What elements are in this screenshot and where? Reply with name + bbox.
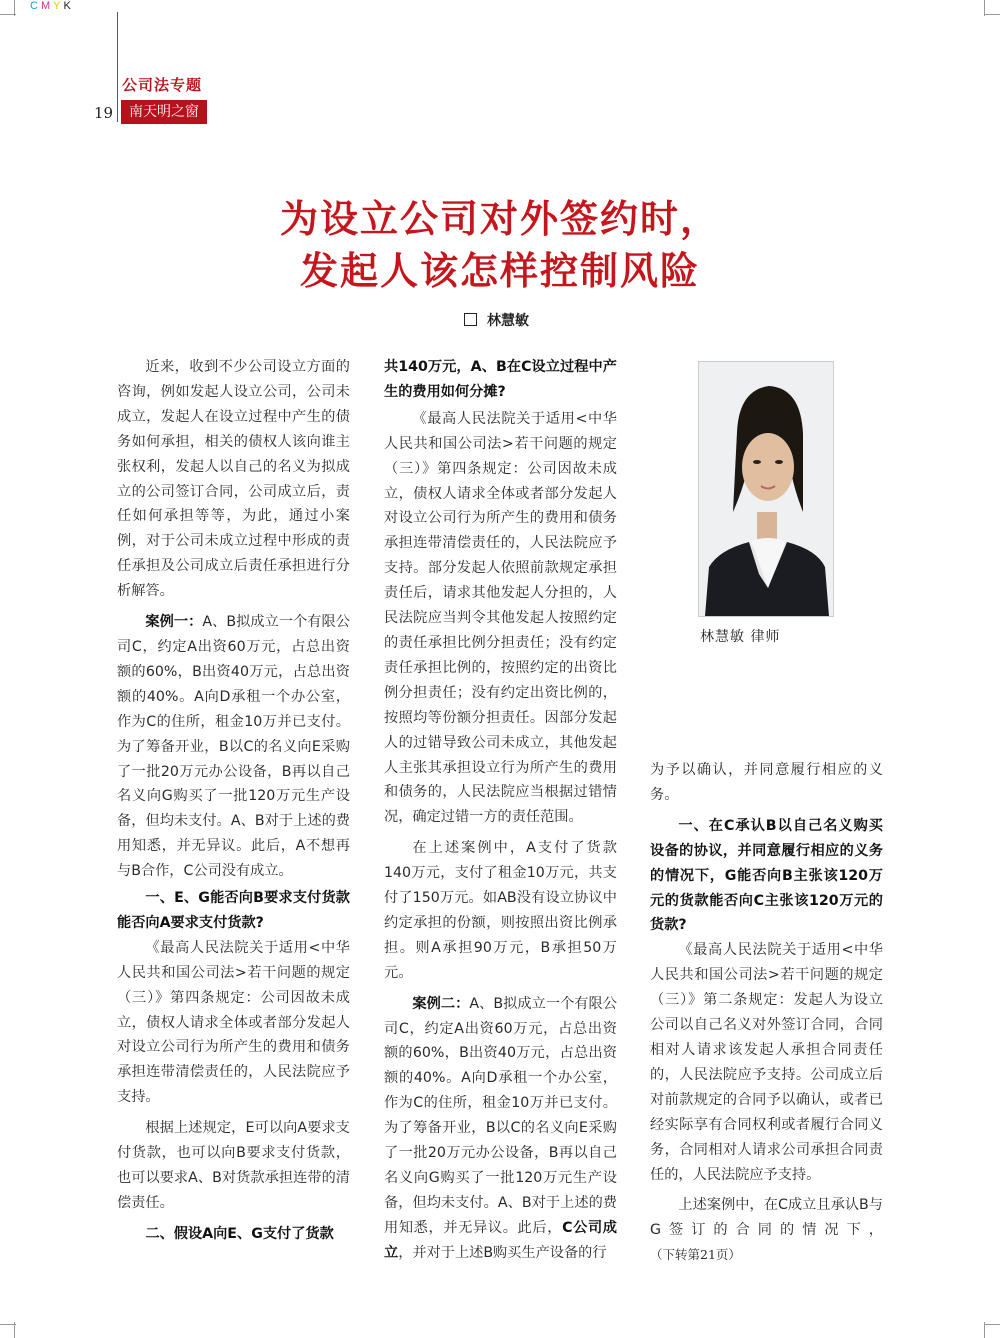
text-column-3 — [650, 758, 883, 1268]
page-number: 19 — [94, 104, 114, 122]
law-citation-2: 《最高人民法院关于适用<中华人民共和国公司法>若干问题的规定（三）》第四条规定：公司因故未成立，债权人请求全体或者部分发起人对设立公司行为所产生的费用和债务承担连带清偿责任的，人民法院应予支持。部分发起人依照前款规定承担责任后，请求其他发起人分担的，人民法院应当判令其他发起人按照约定的责任承担比例分担责任；没有约定责任承担比例的，按照约定的出资比例分担责任；没有约定出资比例的，按照均等份额分担责任。因部分发起人的过错导致公司未成立，其他发起人主张其承担设立行为所产生的费用和债务的，人民法院应当根据过错情况，确定过错一方的责任范围。 — [384, 410, 617, 826]
text-column-2 — [384, 355, 617, 1266]
analysis-paragraph-2: 在上述案例中，A支付了货款140万元，支付了租金10万元，共支付了150万元。如AB没有设立协议中约定承担的份额，则按照出资比例承担。则A承担90万元，B承担50万元。 — [384, 840, 617, 981]
case-two-paragraph: 案例二：A、B拟成立一个有限公司C，约定A出资60万元，占总出资额的60%，B出资40万元，占总出资额的40%。A向D承租一个办公室，作为C的住所，租金10万并已支付。为了筹备开业，B以C的名义向E采购了一批20万元办公设备，B再以自己名义向G购买了一批120万元生产设备，但均未支付。A、B对于上述的费用知悉，并无异议。此后，C公司成立，并对于上述B购买生产设备的行 — [384, 995, 617, 1261]
crop-mark — [984, 1324, 1000, 1325]
crop-mark — [984, 0, 985, 16]
analysis-paragraph-3: 上述案例中，在C成立且承认B与G签订的合同的情况下，（下转第21页） — [650, 1197, 883, 1263]
text-column-1 — [117, 355, 350, 1247]
continued-note: （下转第21页） — [650, 1247, 741, 1263]
law-citation-1: 《最高人民法院关于适用<中华人民共和国公司法>若干问题的规定（三）》第四条规定：公司因故未成立，债权人请求全体或者部分发起人对设立公司行为所产生的费用和债务承担连带清偿责任的，人民法院应予支持。 — [117, 939, 350, 1106]
question-two-heading-start: 二、假设A向E、G支付了货款 — [145, 1225, 334, 1242]
case-one-label: 案例一： — [145, 614, 203, 631]
analysis-paragraph-1: 根据上述规定，E可以向A要求支付货款，也可以向B要求支付货款，也可以要求A、B对货款承担连带的清偿责任。 — [117, 1120, 350, 1211]
author-byline — [464, 310, 529, 330]
author-photo — [698, 361, 834, 617]
author-name: 林慧敏 — [487, 313, 529, 329]
law-citation-3: 《最高人民法院关于适用<中华人民共和国公司法>若干问题的规定（三）》第二条规定：发起人为设立公司以自己名义对外签订合同，合同相对人请求该发起人承担合同责任的，人民法院应予支持。公司成立后对前款规定的合同予以确认，或者已经实际享有合同权利或者履行合同义务，合同相对人请求公司承担合同责任的，人民法院应予支持。 — [650, 942, 883, 1183]
intro-paragraph: 近来，收到不少公司设立方面的咨询，例如发起人设立公司，公司未成立，发起人在设立过程中产生的债务如何承担，相关的债权人该向谁主张权利，发起人以自己的名义为拟成立的公司签订合同，公司成立后，责任如何承担等等，为此，通过小案例，对于公司未成立过程中形成的责任承担及公司成立后责任承担进行分析解答。 — [117, 359, 350, 600]
crop-mark — [14, 1322, 15, 1338]
crop-mark — [984, 1322, 985, 1338]
crop-mark — [984, 14, 1000, 15]
crop-mark — [14, 0, 15, 16]
case-two-label: 案例二： — [412, 995, 470, 1012]
photo-caption: 林慧敏 律师 — [700, 629, 781, 645]
question-two-heading-end: 共140万元，A、B在C设立过程中产生的费用如何分摊? — [384, 359, 617, 400]
column-badge: 南天明之窗 — [121, 100, 207, 124]
question-three-heading: 一、在C承认B以自己名义购买设备的协议，并同意履行相应的义务的情况下，G能否向B主张该120万元的货款能否向C主张该120万元的货款? — [650, 817, 883, 934]
case-one-paragraph: 案例一：A、B拟成立一个有限公司C，约定A出资60万元，占总出资额的60%，B出资40万元，占总出资额的40%。A向D承租一个办公室，作为C的住所，租金10万并已支付。为了筹备开业，B以C的名义向E采购了一批20万元办公设备，B再以自己名义向G购买了一批120万元生产设备，但均未支付。A、B对于上述的费用知悉，并无异议。此后，A不想再与B合作，C公司没有成立。 — [117, 614, 350, 880]
section-label: 公司法专题 — [122, 76, 203, 94]
question-one-heading: 一、E、G能否向B要求支付货款能否向A要求支付货款? — [117, 890, 350, 931]
article-title-line-2: 发起人该怎样控制风险 — [299, 249, 700, 293]
cmyk-registration-mark: CMYK — [30, 0, 74, 12]
portrait-illustration — [699, 362, 833, 616]
header-divider — [117, 12, 118, 122]
case-two-continued: 为予以确认，并同意履行相应的义务。 — [650, 762, 883, 803]
square-icon — [464, 313, 477, 326]
article-title-line-1: 为设立公司对外签约时， — [279, 197, 720, 241]
